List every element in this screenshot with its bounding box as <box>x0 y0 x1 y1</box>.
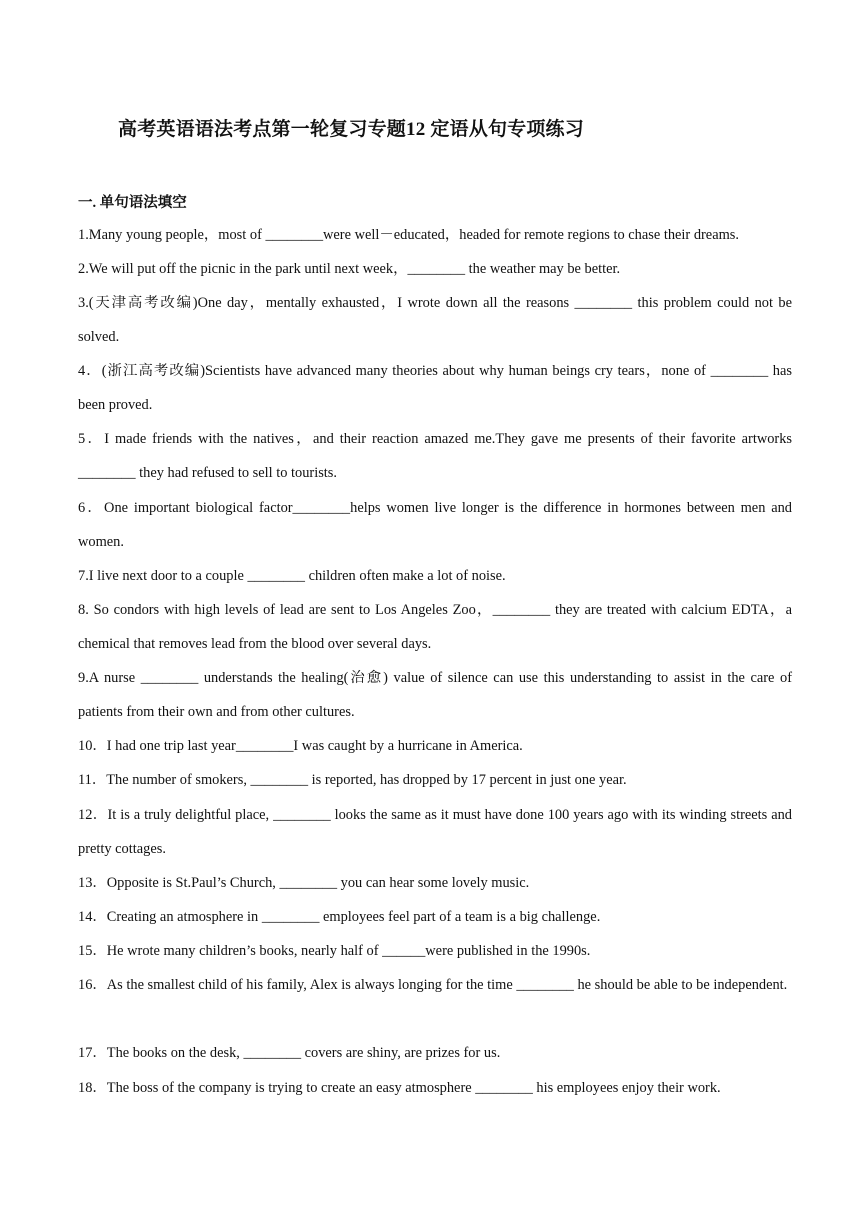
question-13: 13．Opposite is St.Paul’s Church, ________ you can hear some lovely music. <box>78 875 530 891</box>
question-14: 14．Creating an atmosphere in ________ employees feel part of a team is a big challenge. <box>78 909 601 925</box>
section-heading: 一. 单句语法填空 <box>78 195 187 211</box>
question-3: 3.(天津高考改编)One day，mentally exhausted，I wrote down all the reasons ________ this problem could not be solved. <box>78 295 792 346</box>
question-1: 1.Many young people，most of ________were well－educated，headed for remote regions to chase their dreams. <box>78 227 739 243</box>
question-5: 5．I made friends with the natives，and their reaction amazed me.They gave me presents of their favorite artworks ________ they had refused to sell to tourists. <box>78 431 792 482</box>
question-2: 2.We will put off the picnic in the park until next week，________ the weather may be better. <box>78 261 621 277</box>
question-10: 10．I had one trip last year________I was caught by a hurricane in America. <box>78 738 523 754</box>
question-7: 7.I live next door to a couple ________ children often make a lot of noise. <box>78 568 506 584</box>
question-16: 16．As the smallest child of his family, Alex is always longing for the time ________ he should be able to be independent. <box>78 977 788 993</box>
question-9: 9.A nurse ________ understands the healing(治愈) value of silence can use this understanding to assist in the care of patients from their own and from other cultures. <box>78 670 792 721</box>
question-6: 6．One important biological factor________helps women live longer is the difference in hormones between men and women. <box>78 500 792 551</box>
question-4: 4．(浙江高考改编)Scientists have advanced many theories about why human beings cry tears，none of ________ has been proved. <box>78 363 792 414</box>
question-18: 18．The boss of the company is trying to create an easy atmosphere ________ his employees enjoy their work. <box>78 1080 721 1096</box>
question-12: 12．It is a truly delightful place, ________ looks the same as it must have done 100 years ago with its winding streets and pretty cottages. <box>78 807 792 858</box>
question-15: 15．He wrote many children’s books, nearly half of ______were published in the 1990s. <box>78 943 591 959</box>
question-8: 8. So condors with high levels of lead are sent to Los Angeles Zoo，________ they are treated with calcium EDTA，a chemical that removes lead from the blood over several days. <box>78 602 792 653</box>
question-17: 17．The books on the desk, ________ covers are shiny, are prizes for us. <box>78 1045 501 1061</box>
page-title: 高考英语语法考点第一轮复习专题12 定语从句专项练习 <box>118 119 584 140</box>
question-11: 11．The number of smokers, ________ is reported, has dropped by 17 percent in just one year. <box>78 772 627 788</box>
